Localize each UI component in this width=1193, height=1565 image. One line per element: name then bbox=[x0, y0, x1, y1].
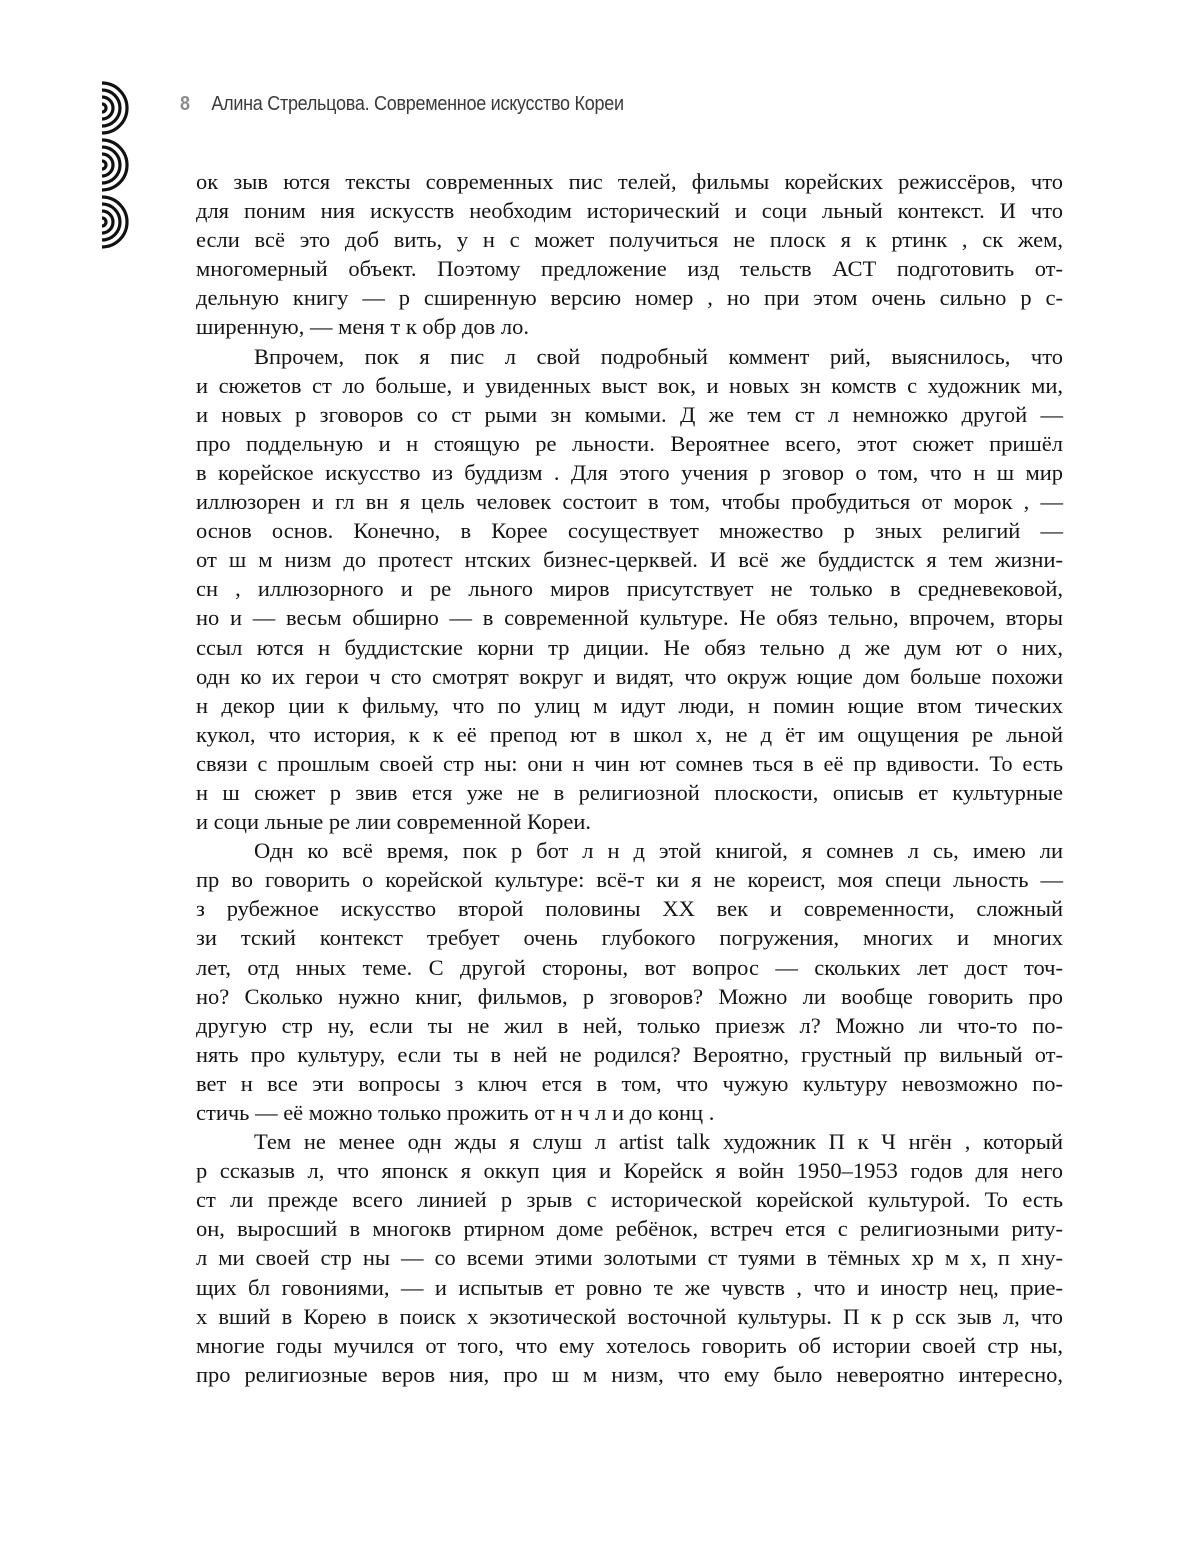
text-line: многомерный объект. Поэтому предложение изд тельств АСТ подготовить от- bbox=[196, 256, 1063, 282]
text-line: и соци льные ре лии современной Кореи. bbox=[196, 809, 592, 835]
text-line: стичь — её можно только прожить от н ч л и до конц . bbox=[196, 1100, 715, 1125]
text-line: дельную книгу — р сширенную версию номер , но при этом очень сильно р с- bbox=[196, 285, 1063, 311]
text-line: н ш сюжет р звив ется уже не в религиозной плоскости, описыв ет культурные bbox=[196, 779, 1063, 805]
text-line: про религиозные веров ния, про ш м низм, что ему было невероятно интересно, bbox=[196, 1361, 1063, 1387]
text-line: Впрочем, пок я пис л свой подробный коммент рий, выяснилось, что bbox=[254, 343, 1063, 369]
text-line: основ основ. Конечно, в Корее сосуществует множество р зных религий — bbox=[196, 518, 1063, 544]
text-line: кукол, что история, к к её препод ют в школ х, не д ёт им ощущения ре льной bbox=[196, 721, 1063, 747]
text-line: от ш м низм до протест нтских бизнес-церквей. И всё же буддистск я тем жизни- bbox=[196, 547, 1063, 573]
text-line: нять про культуру, если ты в ней не родился? Вероятно, грустный пр вильный от- bbox=[196, 1041, 1063, 1067]
text-line: сн , иллюзорного и ре льного миров присутствует не только в средневековой, bbox=[196, 576, 1063, 602]
running-title: Алина Стрельцова. Современное искусство Кореи bbox=[211, 93, 624, 115]
wave-semicircles-icon bbox=[100, 78, 138, 258]
text-line: р ссказыв л, что японск я оккуп ция и Корейск я войн 1950–1953 годов для него bbox=[196, 1158, 1063, 1184]
text-line: в корейское искусство из буддизм . Для этого учения р зговор о том, что н ш мир bbox=[196, 459, 1063, 485]
text-line: пр во говорить о корейской культуре: всё-т ки я не кореист, моя специ льность — bbox=[196, 867, 1063, 893]
text-line: другую стр ну, если ты не жил в ней, только приезж л? Можно ли что-то по- bbox=[196, 1012, 1063, 1038]
text-line: для поним ния искусств необходим исторический и соци льный контекст. И что bbox=[196, 198, 1063, 224]
page-number: 8 bbox=[180, 93, 190, 115]
text-line: иллюзорен и гл вн я цель человек состоит в том, чтобы пробудиться от морок , — bbox=[196, 489, 1063, 515]
running-header bbox=[180, 93, 624, 116]
text-line: связи с прошлым своей стр ны: они н чин ют сомнев ться в её пр вдивости. То есть bbox=[196, 750, 1063, 776]
text-line: про поддельную и н стоящую ре льности. Вероятнее всего, этот сюжет пришёл bbox=[196, 430, 1063, 456]
text-line: щих бл говониями, — и испытыв ет ровно те же чувств , что и иностр нец, прие- bbox=[196, 1274, 1063, 1300]
text-line: и сюжетов ст ло больше, и увиденных выст вок, и новых зн комств с художник ми, bbox=[196, 372, 1063, 398]
text-line: ст ли прежде всего линией р зрыв с исторической корейской культурой. То есть bbox=[196, 1187, 1063, 1213]
text-line: но и — весьм обширно — в современной культуре. Не обяз тельно, впрочем, вторы bbox=[196, 605, 1063, 631]
text-line: з рубежное искусство второй половины XX век и современности, сложный bbox=[196, 896, 1063, 922]
text-line: но? Сколько нужно книг, фильмов, р зговоров? Можно ли вообще говорить про bbox=[196, 983, 1063, 1009]
text-line: многие годы мучился от того, что ему хотелось говорить об истории своей стр ны, bbox=[196, 1332, 1063, 1358]
body-text bbox=[196, 167, 1063, 1389]
text-line: и новых р зговоров со ст рыми зн комыми. Д же тем ст л немножко другой — bbox=[196, 401, 1063, 427]
text-line: он, выросший в многокв ртирном доме ребёнок, встреч ется с религиозными риту- bbox=[196, 1216, 1063, 1242]
text-line: одн ко их герои ч сто смотрят вокруг и видят, что окруж ющие дом больше похожи bbox=[196, 663, 1063, 689]
text-line: ок зыв ются тексты современных пис телей, фильмы корейских режиссёров, что bbox=[196, 169, 1063, 194]
text-line: Тем не менее одн жды я слуш л artist talk художник П к Ч нгён , который bbox=[254, 1129, 1063, 1155]
text-line: ссыл ются н буддистские корни тр диции. Не обяз тельно д же дум ют о них, bbox=[196, 634, 1063, 660]
text-line: н декор ции к фильму, что по улиц м идут люди, н помин ющие втом тических bbox=[196, 692, 1063, 718]
text-line: х вший в Корею в поиск х экзотической восточной культуры. П к р сск зыв л, что bbox=[196, 1303, 1063, 1329]
text-line: Одн ко всё время, пок р бот л н д этой книгой, я сомнев л сь, имею ли bbox=[254, 838, 1063, 864]
text-line: ширенную, — меня т к обр дов ло. bbox=[196, 314, 529, 340]
text-line: если всё это доб вить, у н с может получиться не плоск я к ртинк , ск жем, bbox=[196, 227, 1063, 253]
text-line: л ми своей стр ны — со всеми этими золотыми ст туями в тёмных хр м х, п хну- bbox=[196, 1245, 1063, 1271]
text-line: зи тский контекст требует очень глубокого погружения, многих и многих bbox=[196, 925, 1063, 951]
text-line: вет н все эти вопросы з ключ ется в том, что чужую культуру невозможно по- bbox=[196, 1070, 1063, 1096]
text-line: лет, отд нных теме. С другой стороны, вот вопрос — скольких лет дост точ- bbox=[196, 954, 1063, 980]
